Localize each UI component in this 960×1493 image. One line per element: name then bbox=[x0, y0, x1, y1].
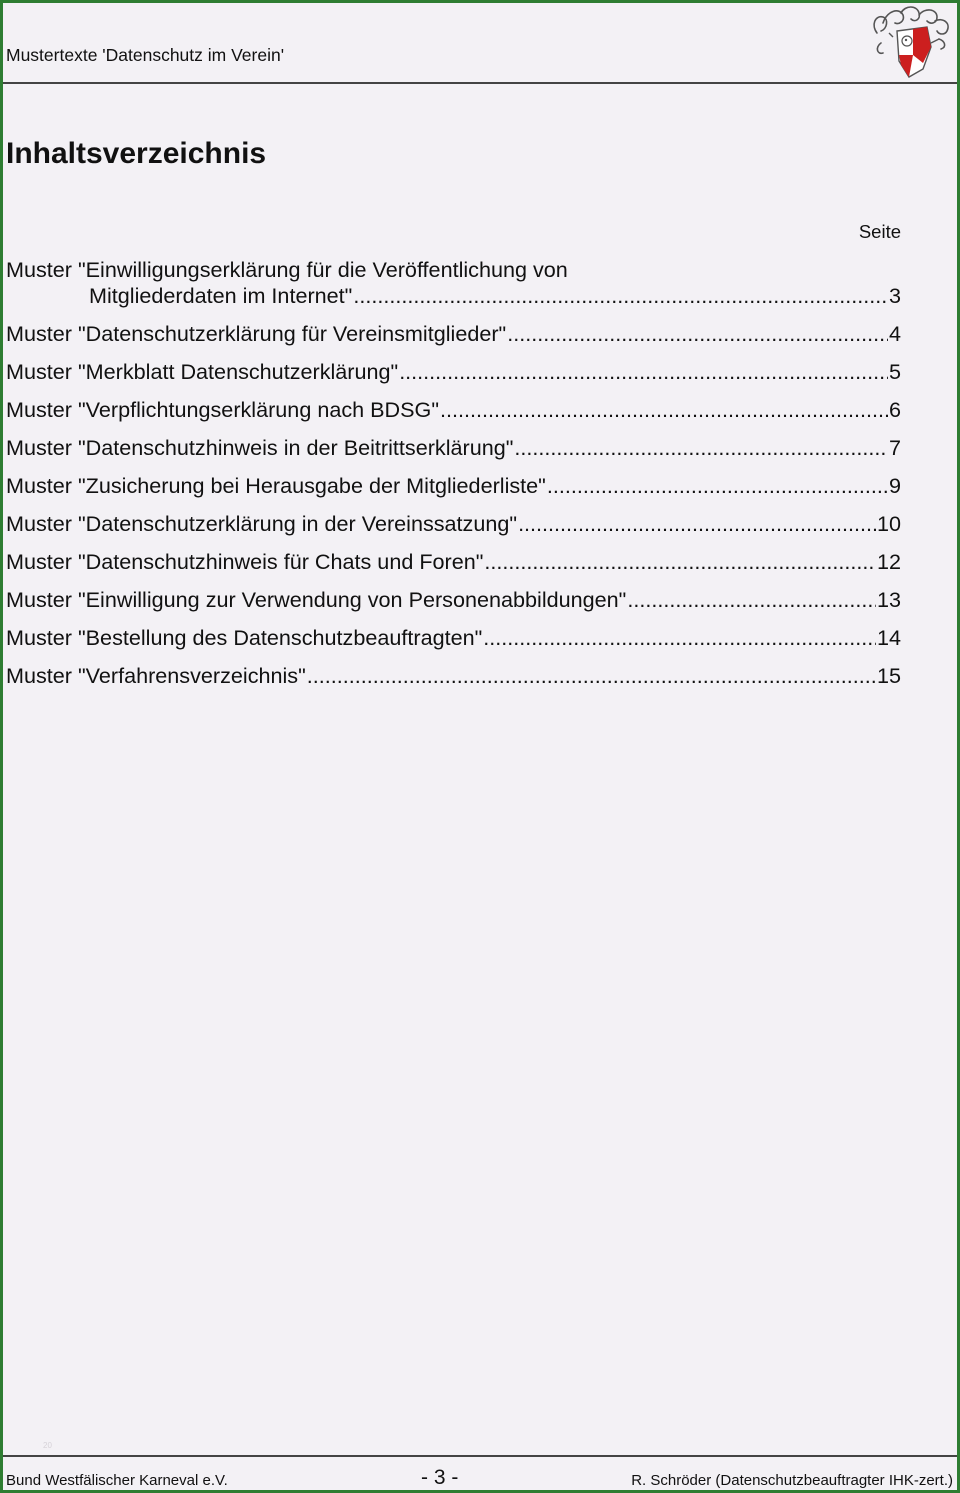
dot-leader bbox=[484, 549, 876, 575]
toc-entry[interactable] bbox=[6, 587, 901, 625]
carnival-jester-logo-icon bbox=[869, 3, 953, 81]
toc-entry[interactable] bbox=[6, 359, 901, 397]
header-title: Mustertexte 'Datenschutz im Verein' bbox=[6, 45, 285, 65]
toc-entry-title-continued: Mitgliederdaten im Internet" bbox=[89, 283, 353, 308]
toc-page-number: 12 bbox=[876, 549, 901, 574]
toc-page-number: 9 bbox=[888, 473, 901, 498]
toc-entry-title: Muster "Datenschutzhinweis für Chats und Foren" bbox=[6, 549, 484, 574]
page-footer bbox=[3, 1455, 957, 1490]
toc-entry[interactable] bbox=[6, 257, 901, 321]
toc-page-number: 13 bbox=[876, 587, 901, 612]
toc-page-number: 7 bbox=[888, 435, 901, 460]
toc-entry-title: Muster "Merkblatt Datenschutzerklärung" bbox=[6, 359, 399, 384]
toc-entry-title: Muster "Bestellung des Datenschutzbeauftragten" bbox=[6, 625, 483, 650]
dot-leader bbox=[518, 511, 876, 537]
toc-entry[interactable] bbox=[6, 663, 901, 701]
dot-leader bbox=[353, 283, 888, 309]
toc-page-number: 10 bbox=[876, 511, 901, 536]
dot-leader bbox=[547, 473, 888, 499]
scan-mark: 20 bbox=[43, 1441, 52, 1450]
dot-leader bbox=[483, 625, 876, 651]
toc-entry-title: Muster "Zusicherung bei Herausgabe der Mitgliederliste" bbox=[6, 473, 546, 498]
toc-entry-title: Muster "Verpflichtungserklärung nach BDSG" bbox=[6, 397, 440, 422]
toc-entry-title: Muster "Datenschutzhinweis in der Beitrittserklärung" bbox=[6, 435, 514, 460]
toc-entry[interactable] bbox=[6, 549, 901, 587]
dot-leader bbox=[507, 321, 888, 347]
toc-page-number: 6 bbox=[888, 397, 901, 422]
toc-entry[interactable] bbox=[6, 435, 901, 473]
page-header bbox=[3, 3, 957, 84]
toc-entry-title: Muster "Datenschutzerklärung für Vereinsmitglieder" bbox=[6, 321, 507, 346]
toc-entry[interactable] bbox=[6, 511, 901, 549]
dot-leader bbox=[627, 587, 876, 613]
footer-author: R. Schröder (Datenschutzbeauftragter IHK-zert.) bbox=[631, 1472, 953, 1489]
toc-entry[interactable] bbox=[6, 625, 901, 663]
page-number: - 3 - bbox=[421, 1466, 459, 1489]
toc-entry-title: Muster "Einwilligung zur Verwendung von Personenabbildungen" bbox=[6, 587, 627, 612]
toc-page-number: 4 bbox=[888, 321, 901, 346]
toc-entry-title: Muster "Datenschutzerklärung in der Vereinssatzung" bbox=[6, 511, 518, 536]
toc-entry-title: Muster "Einwilligungserklärung für die Veröffentlichung von bbox=[6, 257, 568, 282]
page-column-label: Seite bbox=[858, 221, 901, 242]
dot-leader bbox=[399, 359, 888, 385]
toc-page-number: 15 bbox=[876, 663, 901, 688]
table-of-contents bbox=[6, 257, 901, 701]
toc-page-number: 5 bbox=[888, 359, 901, 384]
toc-heading: Inhaltsverzeichnis bbox=[6, 137, 267, 170]
toc-entry-title: Muster "Verfahrensverzeichnis" bbox=[6, 663, 306, 688]
toc-entry[interactable] bbox=[6, 397, 901, 435]
toc-page-number: 3 bbox=[888, 283, 901, 308]
toc-entry[interactable] bbox=[6, 321, 901, 359]
toc-page-number: 14 bbox=[876, 625, 901, 650]
dot-leader bbox=[307, 663, 876, 689]
dot-leader bbox=[440, 397, 888, 423]
footer-organization: Bund Westfälischer Karneval e.V. bbox=[6, 1472, 228, 1489]
toc-entry[interactable] bbox=[6, 473, 901, 511]
dot-leader bbox=[514, 435, 888, 461]
